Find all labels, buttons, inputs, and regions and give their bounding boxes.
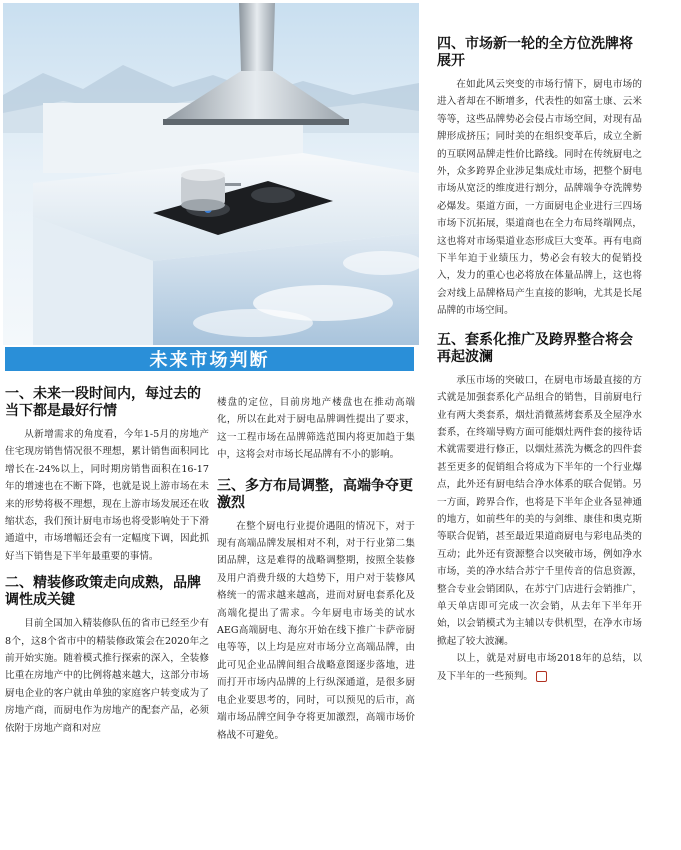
section-1-paragraph: 从新增需求的角度看，今年1-5月的房地产住宅现房销售情况很不理想，累计销售面积同比增长在-24%以上，同时期房销售面积在16-17年的增速也在不断下降，也就是说上游市场在未来的形势将极不理想，现在上游市场发展还在收缩状态，我们预计厨电市场也将受影响处于下滑通道中，市场增幅还会有一定幅度下调，因此抓好当下销售是下半年最重要的事情。 — [5, 429, 209, 562]
article-column-right — [437, 30, 642, 685]
banner-title: 未来市场判断 — [149, 350, 270, 371]
section-3-paragraph: 在整个厨电行业提价遇阻的情况下，对于现有高端品牌发展相对不利，对于行业第二集团品牌，这是难得的战略调整期，按照全装修及用户消费升级的大趋势下，用户对于装修风格统一的需求越来越高，进而对厨电套系化及高端化提出了需求。今年厨电市场美的试水AEG高端厨电、海尔开始在线下推广卡萨帝厨电等等，以上均是应对市场分立高端品牌，由此可见企业品牌间组合战略意图逐步落地，进而打开市场内品牌的上行纵深通道，是很多厨电企业要思考的，同时，可以预见的后市，高端市场品牌空间争夺将更加激烈，高端市场价格战不可避免。 — [217, 520, 415, 741]
article-column-left — [5, 380, 209, 737]
section-3-heading: 三、多方布局调整，高端争夺更激烈 — [217, 477, 413, 511]
article-column-middle — [217, 380, 415, 744]
section-2-continued: 楼盘的定位，目前房地产楼盘也在推动高端化，所以在此对于厨电品牌调性提出了要求，这一工程市场在品牌筛选范围内将更加趋于集中，这将会对市场长尾品牌有不小的影响。 — [217, 397, 415, 461]
section-4-paragraph: 在如此风云突变的市场行情下，厨电市场的进入者却在不断增多，代表性的如富士康、云米等等，这些品牌势必会侵占市场空间，对现有品牌形成挤压；同时美的在组织变革后，成立全新的互联网品牌走性价比路线。同时在传统厨电之外，众多跨界企业涉足集成灶市场，把整个厨电市场从宽泛的维度进行割分，品牌端争夺洗牌势必爆发。渠道方面，一方面厨电企业进行三四场市场下沉拓展，渠道商也在全力布局终端网点，这也将对市场渠道业态形成巨大变革。再有电商下半年迫于业绩压力，势必会有较大的促销投入，发力的重心也必将放在体量品牌上，这也将会对线上品牌格局产生直接的影响，尤其是长尾品牌的市场空间。 — [437, 79, 642, 317]
kitchen-hero-image — [3, 3, 419, 345]
section-5-paragraph: 承压市场的突破口，在厨电市场最直接的方式就是加强套系化产品组合的销售，目前厨电行业有两大类套系，烟灶消微蒸烤套系及全屋净水套系，在终端导购方面可能烟灶两件套的接待话术就需要进行修正，以烟灶蒸洗为概念的四件套甚至更多的促销组合将成为下半年的一个行业爆点，此外还有厨电结合净水体系的联合促销。另一方面，跨界合作，也将是下半年企业各显神通的地方，如前些年的美的与剑维、康佳和奥克斯等联合促销，甚至最近果道商厨电与彩电品类的互动；此外还有资源整合以突破市场，例如净水市场，美的净水结合苏宁千里传音的信息资源，整合专业会销团队，在苏宁门店进行会销推广，单天单店即可完成一次会销，从去年下半年开始，以会销模式为主辅以专供机型，在净水市场掀起了较大波澜。 — [437, 374, 642, 647]
section-1-heading: 一、未来一段时间内，每过去的当下都是最好行情 — [5, 386, 201, 419]
end-mark-icon — [536, 671, 547, 682]
section-2-paragraph: 目前全国加入精装修队伍的省市已经至少有8个，这8个省市中的精装修政策会在2020年之前开始实施。随着模式推行探索的深入，全装修比重在房地产中的比例将越来越大，这部分市场厨电企业的客户就由单独的家庭客户转变成为了房地产商，而厨电作为房地产的配套产品，必须依附于房地产商和对应 — [5, 618, 209, 734]
section-2-heading: 二、精装修政策走向成熟，品牌调性成关键 — [5, 575, 201, 609]
closing-text: 以上，就是对厨电市场2018年的总结，以及下半年的一些预判。 — [437, 653, 642, 682]
section-4-heading: 四、市场新一轮的全方位洗牌将展开 — [437, 36, 633, 69]
section-5-closing — [437, 650, 642, 685]
section-banner — [5, 347, 414, 371]
section-5-heading: 五、套系化推广及跨界整合将会再起波澜 — [437, 331, 633, 365]
